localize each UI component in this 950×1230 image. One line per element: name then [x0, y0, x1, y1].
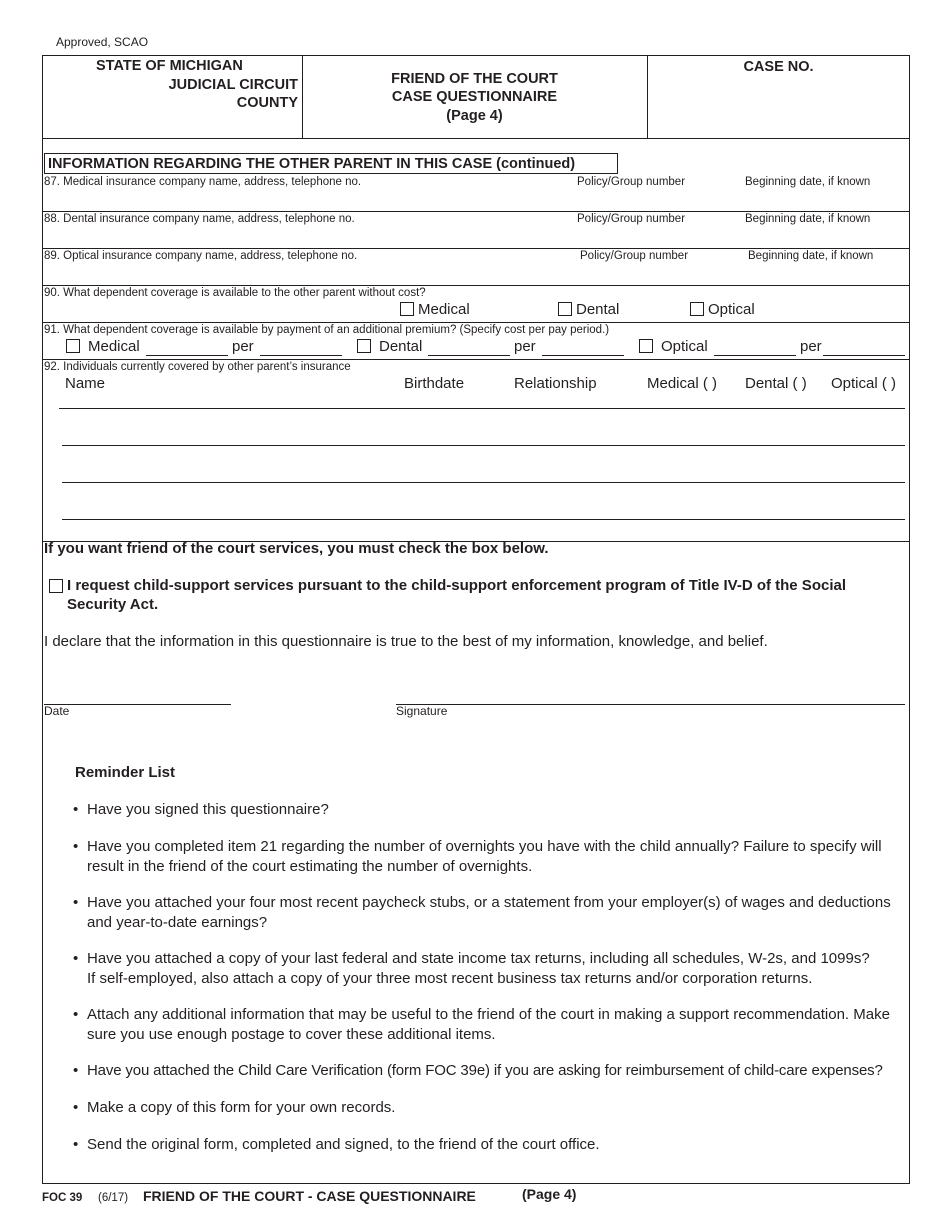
footer-rev: (6/17)	[98, 1192, 129, 1204]
q91-medical-cost-field[interactable]	[146, 355, 228, 356]
q88-label: 88. Dental insurance company name, address, telephone no.	[44, 213, 355, 225]
reminder-item-4: Have you attached a copy of your last federal and state income tax returns, including all schedules, W-2s, and 1099s? If self-employed, also attach a copy of your three most recent business tax returns and/or corporation returns.	[87, 950, 870, 987]
q92-row-line-3[interactable]	[62, 482, 905, 483]
reminder-item-7: Make a copy of this form for your own records.	[87, 1099, 396, 1116]
circuit-label: JUDICIAL CIRCUIT	[168, 77, 298, 93]
q92-col-medical: Medical ( )	[647, 375, 718, 392]
q90-medical-label: Medical	[418, 301, 470, 318]
q90-dental-checkbox[interactable]	[558, 302, 572, 316]
date-field[interactable]	[44, 704, 231, 705]
q90-rule	[42, 322, 910, 323]
q91-rule	[42, 359, 910, 360]
q91-dental-period-field[interactable]	[542, 355, 624, 356]
q91-medical-per-label: per	[232, 338, 254, 355]
q91-optical-period-field[interactable]	[823, 355, 905, 356]
reminder-item-1: Have you signed this questionnaire?	[87, 801, 329, 818]
q91-medical-period-field[interactable]	[260, 355, 342, 356]
bullet-icon: •	[73, 894, 79, 911]
q91-dental-per-label: per	[514, 338, 536, 355]
q92-col-relationship: Relationship	[514, 375, 597, 392]
q92-col-name: Name	[65, 375, 106, 392]
bullet-icon: •	[73, 1062, 79, 1079]
q90-label: 90. What dependent coverage is available to the other parent without cost?	[44, 287, 426, 299]
q92-label: 92. Individuals currently covered by other parent’s insurance	[44, 361, 351, 373]
q92-col-birthdate: Birthdate	[404, 375, 465, 392]
q89-rule	[42, 285, 910, 286]
q91-medical-checkbox[interactable]	[66, 339, 80, 353]
q87-begin-label: Beginning date, if known	[745, 176, 871, 188]
form-title-page: (Page 4)	[446, 108, 503, 124]
q91-medical-label: Medical	[88, 338, 140, 355]
form-title-line2: CASE QUESTIONNAIRE	[391, 89, 558, 105]
bullet-icon: •	[73, 1099, 79, 1116]
case-no-field[interactable]	[652, 78, 904, 132]
services-request-line2: Security Act.	[67, 596, 159, 613]
reminder-item-3: Have you attached your four most recent paycheck stubs, or a statement from your employer(s) of wages and deductions and year-to-date earnings?	[87, 894, 891, 931]
date-label: Date	[44, 704, 70, 718]
q90-dental-label: Dental	[576, 301, 620, 318]
bullet-icon: •	[73, 801, 79, 818]
q92-row-line-4[interactable]	[62, 519, 905, 520]
footer-form-no: FOC 39	[42, 1192, 83, 1204]
declaration-text: I declare that the information in this questionnaire is true to the best of my information, knowledge, and belief.	[44, 633, 768, 650]
q92-col-optical: Optical ( )	[831, 375, 897, 392]
signature-label: Signature	[396, 704, 448, 718]
footer-title: FRIEND OF THE COURT - CASE QUESTIONNAIRE	[143, 1188, 476, 1204]
case-no-label: CASE NO.	[743, 59, 814, 75]
county-label: COUNTY	[236, 95, 298, 111]
q87-rule	[42, 211, 910, 212]
q90-optical-label: Optical	[708, 301, 755, 318]
q89-policy-label: Policy/Group number	[580, 250, 689, 262]
signature-field[interactable]	[396, 704, 905, 705]
q91-dental-cost-field[interactable]	[428, 355, 510, 356]
q92-row-line-1[interactable]	[59, 408, 905, 409]
q88-rule	[42, 248, 910, 249]
bullet-icon: •	[73, 838, 79, 855]
q89-begin-label: Beginning date, if known	[748, 250, 874, 262]
reminder-title: Reminder List	[75, 764, 176, 781]
bullet-icon: •	[73, 1006, 79, 1023]
q88-field[interactable]	[44, 227, 908, 247]
bullet-icon: •	[73, 1136, 79, 1153]
q88-policy-label: Policy/Group number	[577, 213, 686, 225]
q87-field[interactable]	[44, 190, 908, 210]
services-request-checkbox[interactable]	[49, 579, 63, 593]
reminder-item-6: Have you attached the Child Care Verification (form FOC 39e) if you are asking for reimbursement of child-care expenses?	[87, 1062, 883, 1079]
q90-medical-checkbox[interactable]	[400, 302, 414, 316]
q90-optical-checkbox[interactable]	[690, 302, 704, 316]
q87-policy-label: Policy/Group number	[577, 176, 686, 188]
q91-optical-per-label: per	[800, 338, 822, 355]
q91-optical-checkbox[interactable]	[639, 339, 653, 353]
reminder-item-5: Attach any additional information that may be useful to the friend of the court in making a support recommendation. Make sure you use enough postage to cover these additional items.	[87, 1006, 890, 1043]
q91-dental-label: Dental	[379, 338, 423, 355]
q92-col-dental: Dental ( )	[745, 375, 807, 392]
services-notice: If you want friend of the court services, you must check the box below.	[44, 540, 549, 557]
footer-page: (Page 4)	[522, 1186, 577, 1202]
q89-label: 89. Optical insurance company name, address, telephone no.	[44, 250, 358, 262]
q87-label: 87. Medical insurance company name, address, telephone no.	[44, 176, 362, 188]
approved-label: Approved, SCAO	[56, 35, 149, 49]
state-label: STATE OF MICHIGAN	[96, 58, 243, 74]
header-bottom-rule	[42, 138, 910, 139]
form-title-line1: FRIEND OF THE COURT	[391, 71, 558, 87]
bullet-icon: •	[73, 950, 79, 967]
services-request-line1: I request child-support services pursuant to the child-support enforcement program of Title IV-D of the Social	[67, 577, 846, 594]
q91-label: 91. What dependent coverage is available by payment of an additional premium? (Specify cost per pay period.)	[44, 324, 610, 336]
reminder-item-8: Send the original form, completed and signed, to the friend of the court office.	[87, 1136, 600, 1153]
q88-begin-label: Beginning date, if known	[745, 213, 871, 225]
q91-optical-label: Optical	[661, 338, 708, 355]
q89-field[interactable]	[44, 264, 908, 284]
reminder-item-2: Have you completed item 21 regarding the number of overnights you have with the child annually? Failure to specify will result in the friend of the court estimating the number of overnights.	[87, 838, 882, 875]
section-title: INFORMATION REGARDING THE OTHER PARENT IN THIS CASE (continued)	[48, 156, 576, 172]
q92-row-line-2[interactable]	[62, 445, 905, 446]
q91-dental-checkbox[interactable]	[357, 339, 371, 353]
q91-optical-cost-field[interactable]	[714, 355, 796, 356]
